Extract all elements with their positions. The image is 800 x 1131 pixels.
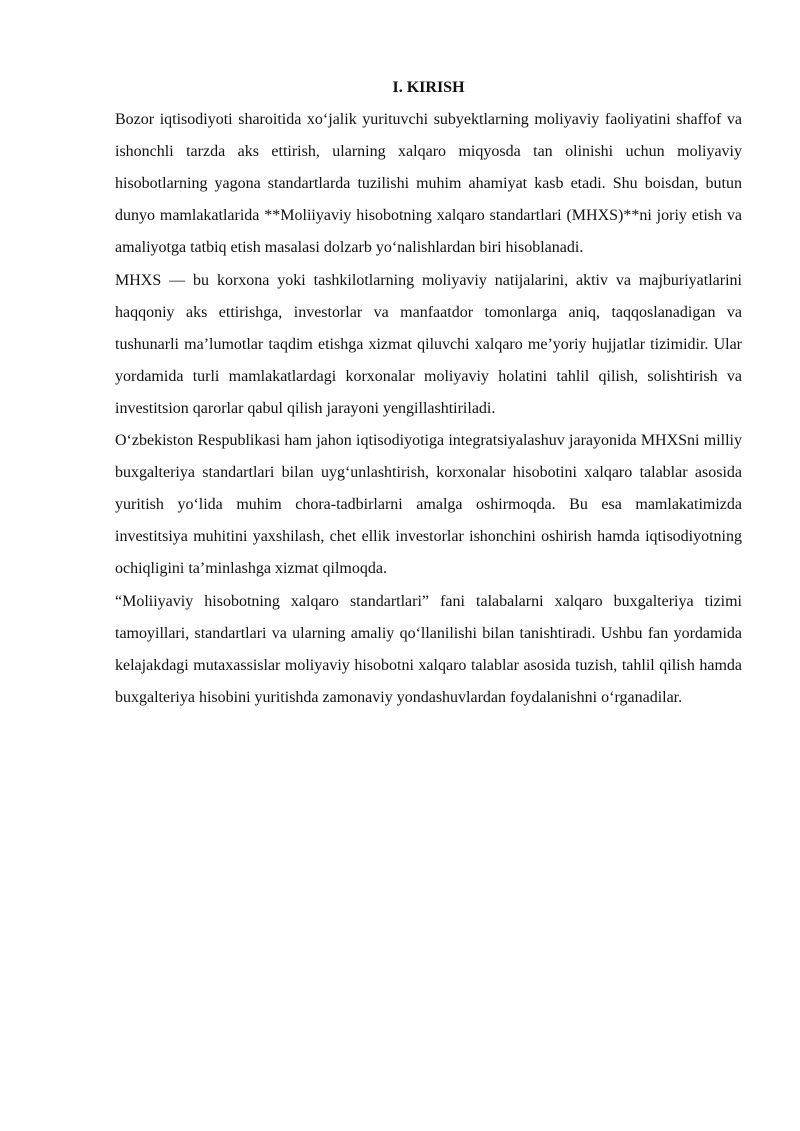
paragraph-uzbekistan: O‘zbekiston Respublikasi ham jahon iqtisodiyotiga integratsiyalashuv jarayonida MHXSni milliy buxgalteriya standartlari bilan uyg‘unlashtirish, korxonalar hisobotini xalqaro talablar asosida yuritish yo‘lida muhim chora-tadbirlarni amalga oshirmoqda. Bu esa mamlakatimizda investitsiya muhitini yaxshilash, chet ellik investorlar ishonchini oshirish hamda iqtisodiyotning ochiqligini ta’minlashga xizmat qilmoqda.	[115, 432, 742, 578]
paragraph-intro: Bozor iqtisodiyoti sharoitida xo‘jalik yurituvchi subyektlarning moliyaviy faoliyatini shaffof va ishonchli tarzda aks ettirish, ularning xalqaro miqyosda tan olinishi uchun moliyaviy hisobotlarning yagona standartlarda tuzilishi muhim ahamiyat kasb etadi. Shu boisdan, butun dunyo mamlakatlarida **Moliiyaviy hisobotning xalqaro standartlari (MHXS)**ni joriy etish va amaliyotga tatbiq etish masalasi dolzarb yo‘nalishlardan biri hisoblanadi.	[115, 111, 742, 257]
paragraph-mhxs-definition: MHXS — bu korxona yoki tashkilotlarning moliyaviy natijalarini, aktiv va majburiyatlarini haqqoniy aks ettirishga, investorlar va manfaatdor tomonlarga aniq, taqqoslanadigan va tushunarli ma’lumotlar taqdim etishga xizmat qiluvchi xalqaro me’yoriy hujjatlar tizimidir. Ular yordamida turli mamlakatlardagi korxonalar moliyaviy holatini tahlil qilish, solishtirish va investitsion qarorlar qabul qilish jarayoni yengillashtiriladi.	[115, 271, 742, 417]
section-title: I. KIRISH	[392, 79, 465, 96]
document-body	[115, 72, 742, 714]
paragraph-course: “Moliiyaviy hisobotning xalqaro standartlari” fani talabalarni xalqaro buxgalteriya tizimi tamoyillari, standartlari va ularning amaliy qo‘llanilishi bilan tanishtiradi. Ushbu fan yordamida kelajakdagi mutaxassislar moliyaviy hisobotni xalqaro talablar asosida tuzish, tahlil qilish hamda buxgalteriya hisobini yuritishda zamonaviy yondashuvlardan foydalanishni o‘rganadilar.	[115, 592, 742, 706]
